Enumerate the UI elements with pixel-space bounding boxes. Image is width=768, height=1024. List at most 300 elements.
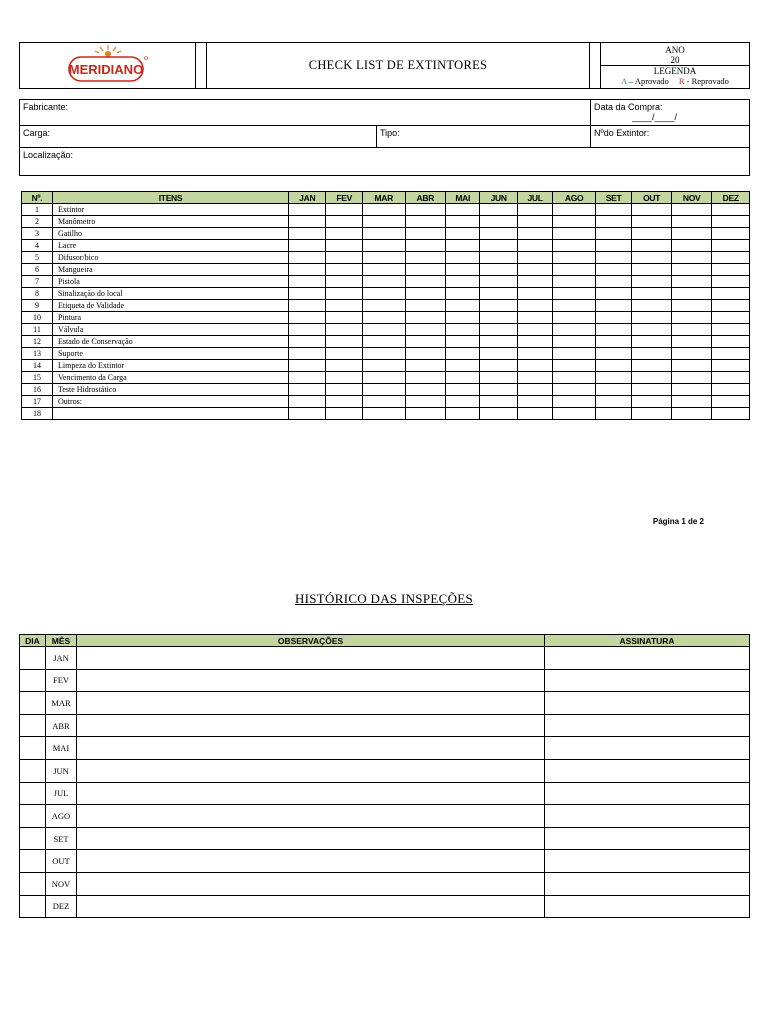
- check-cell-dez[interactable]: [712, 336, 750, 348]
- check-cell-mar[interactable]: [362, 336, 405, 348]
- row-number: 4: [22, 240, 53, 252]
- check-cell-ago[interactable]: [553, 264, 596, 276]
- check-cell-out[interactable]: [632, 264, 672, 276]
- check-cell-abr[interactable]: [405, 408, 446, 420]
- check-cell-mar[interactable]: [362, 360, 405, 372]
- check-cell-abr[interactable]: [405, 216, 446, 228]
- check-cell-mai[interactable]: [446, 288, 480, 300]
- check-cell-mai[interactable]: [446, 360, 480, 372]
- check-cell-ago[interactable]: [553, 312, 596, 324]
- check-cell-out[interactable]: [632, 312, 672, 324]
- check-cell-fev[interactable]: [326, 384, 362, 396]
- check-cell-jan[interactable]: [289, 312, 326, 324]
- mes-cell: MAR: [46, 692, 77, 715]
- check-cell-ago[interactable]: [553, 348, 596, 360]
- check-cell-jul[interactable]: [517, 252, 552, 264]
- check-cell-abr[interactable]: [405, 288, 446, 300]
- check-cell-nov[interactable]: [671, 312, 712, 324]
- check-cell-fev[interactable]: [326, 288, 362, 300]
- check-cell-jun[interactable]: [480, 276, 517, 288]
- check-cell-ago[interactable]: [553, 204, 596, 216]
- assinatura-cell[interactable]: [545, 669, 750, 692]
- check-cell-abr[interactable]: [405, 396, 446, 408]
- col-month-set: SET: [595, 192, 631, 204]
- check-cell-mai[interactable]: [446, 408, 480, 420]
- check-cell-dez[interactable]: [712, 384, 750, 396]
- check-cell-nov[interactable]: [671, 264, 712, 276]
- check-cell-jan[interactable]: [289, 324, 326, 336]
- check-cell-jun[interactable]: [480, 204, 517, 216]
- check-cell-dez[interactable]: [712, 396, 750, 408]
- checklist-row: [22, 240, 750, 252]
- dia-cell[interactable]: [20, 827, 46, 850]
- check-cell-jun[interactable]: [480, 384, 517, 396]
- assinatura-cell[interactable]: [545, 692, 750, 715]
- check-cell-fev[interactable]: [326, 324, 362, 336]
- check-cell-dez[interactable]: [712, 348, 750, 360]
- check-cell-mai[interactable]: [446, 372, 480, 384]
- row-number: 15: [22, 372, 53, 384]
- check-cell-ago[interactable]: [553, 372, 596, 384]
- check-cell-jan[interactable]: [289, 264, 326, 276]
- check-cell-mai[interactable]: [446, 252, 480, 264]
- observacoes-cell[interactable]: [77, 782, 545, 805]
- check-cell-nov[interactable]: [671, 324, 712, 336]
- observacoes-cell[interactable]: [77, 805, 545, 828]
- check-cell-fev[interactable]: [326, 360, 362, 372]
- check-cell-nov[interactable]: [671, 300, 712, 312]
- check-cell-mai[interactable]: [446, 276, 480, 288]
- dia-cell[interactable]: [20, 782, 46, 805]
- check-cell-nov[interactable]: [671, 204, 712, 216]
- check-cell-nov[interactable]: [671, 252, 712, 264]
- check-cell-set[interactable]: [595, 300, 631, 312]
- check-cell-nov[interactable]: [671, 408, 712, 420]
- check-cell-mai[interactable]: [446, 264, 480, 276]
- check-cell-mar[interactable]: [362, 204, 405, 216]
- check-cell-mar[interactable]: [362, 288, 405, 300]
- check-cell-dez[interactable]: [712, 360, 750, 372]
- check-cell-jun[interactable]: [480, 336, 517, 348]
- check-cell-fev[interactable]: [326, 216, 362, 228]
- check-cell-jul[interactable]: [517, 396, 552, 408]
- checklist-row: [22, 396, 750, 408]
- checklist-row: [22, 264, 750, 276]
- check-cell-mar[interactable]: [362, 300, 405, 312]
- check-cell-mar[interactable]: [362, 216, 405, 228]
- check-cell-jul[interactable]: [517, 360, 552, 372]
- check-cell-jul[interactable]: [517, 336, 552, 348]
- check-cell-ago[interactable]: [553, 228, 596, 240]
- check-cell-mar[interactable]: [362, 324, 405, 336]
- dia-cell[interactable]: [20, 714, 46, 737]
- dia-cell[interactable]: [20, 805, 46, 828]
- check-cell-dez[interactable]: [712, 228, 750, 240]
- check-cell-mar[interactable]: [362, 372, 405, 384]
- check-cell-nov[interactable]: [671, 276, 712, 288]
- check-cell-mar[interactable]: [362, 228, 405, 240]
- check-cell-dez[interactable]: [712, 288, 750, 300]
- row-number: 11: [22, 324, 53, 336]
- check-cell-set[interactable]: [595, 252, 631, 264]
- check-cell-jun[interactable]: [480, 228, 517, 240]
- check-cell-jun[interactable]: [480, 252, 517, 264]
- assinatura-cell[interactable]: [545, 895, 750, 918]
- check-cell-fev[interactable]: [326, 264, 362, 276]
- check-cell-jun[interactable]: [480, 288, 517, 300]
- check-cell-out[interactable]: [632, 288, 672, 300]
- check-cell-ago[interactable]: [553, 336, 596, 348]
- check-cell-abr[interactable]: [405, 240, 446, 252]
- check-cell-jan[interactable]: [289, 240, 326, 252]
- check-cell-jun[interactable]: [480, 324, 517, 336]
- check-cell-abr[interactable]: [405, 228, 446, 240]
- check-cell-set[interactable]: [595, 384, 631, 396]
- ano-legend-block: [601, 43, 750, 89]
- check-cell-abr[interactable]: [405, 300, 446, 312]
- col-assinatura: ASSINATURA: [545, 635, 750, 647]
- check-cell-out[interactable]: [632, 324, 672, 336]
- check-cell-dez[interactable]: [712, 252, 750, 264]
- tipo-label: Tipo:: [380, 128, 400, 138]
- check-cell-mai[interactable]: [446, 384, 480, 396]
- localizacao-field[interactable]: [20, 148, 750, 176]
- row-item: Manômetro: [53, 216, 289, 228]
- mes-cell: NOV: [46, 872, 77, 895]
- check-cell-dez[interactable]: [712, 408, 750, 420]
- check-cell-jan[interactable]: [289, 300, 326, 312]
- check-cell-nov[interactable]: [671, 216, 712, 228]
- dia-cell[interactable]: [20, 895, 46, 918]
- check-cell-jan[interactable]: [289, 288, 326, 300]
- check-cell-set[interactable]: [595, 372, 631, 384]
- check-cell-jun[interactable]: [480, 216, 517, 228]
- row-item: Válvula: [53, 324, 289, 336]
- check-cell-mai[interactable]: [446, 396, 480, 408]
- check-cell-out[interactable]: [632, 276, 672, 288]
- check-cell-out[interactable]: [632, 408, 672, 420]
- check-cell-abr[interactable]: [405, 312, 446, 324]
- check-cell-fev[interactable]: [326, 312, 362, 324]
- historico-row: [20, 850, 750, 873]
- fabricante-field[interactable]: [20, 100, 591, 126]
- check-cell-jul[interactable]: [517, 348, 552, 360]
- check-cell-dez[interactable]: [712, 264, 750, 276]
- row-item: Pistola: [53, 276, 289, 288]
- observacoes-cell[interactable]: [77, 895, 545, 918]
- check-cell-dez[interactable]: [712, 312, 750, 324]
- check-cell-jan[interactable]: [289, 408, 326, 420]
- check-cell-dez[interactable]: [712, 300, 750, 312]
- n-extintor-field[interactable]: [591, 126, 750, 148]
- dia-cell[interactable]: [20, 647, 46, 670]
- check-cell-ago[interactable]: [553, 288, 596, 300]
- col-month-dez: DEZ: [712, 192, 750, 204]
- check-cell-jan[interactable]: [289, 216, 326, 228]
- check-cell-ago[interactable]: [553, 384, 596, 396]
- check-cell-jan[interactable]: [289, 228, 326, 240]
- check-cell-mai[interactable]: [446, 312, 480, 324]
- check-cell-jan[interactable]: [289, 372, 326, 384]
- data-compra-field[interactable]: [591, 100, 750, 126]
- check-cell-jul[interactable]: [517, 408, 552, 420]
- check-cell-jan[interactable]: [289, 396, 326, 408]
- check-cell-jul[interactable]: [517, 300, 552, 312]
- check-cell-mar[interactable]: [362, 312, 405, 324]
- check-cell-jul[interactable]: [517, 324, 552, 336]
- check-cell-jan[interactable]: [289, 360, 326, 372]
- check-cell-dez[interactable]: [712, 324, 750, 336]
- check-cell-jan[interactable]: [289, 204, 326, 216]
- historico-row: [20, 782, 750, 805]
- assinatura-cell[interactable]: [545, 782, 750, 805]
- check-cell-nov[interactable]: [671, 240, 712, 252]
- check-cell-jul[interactable]: [517, 228, 552, 240]
- check-cell-mar[interactable]: [362, 348, 405, 360]
- dia-cell[interactable]: [20, 872, 46, 895]
- check-cell-abr[interactable]: [405, 264, 446, 276]
- check-cell-abr[interactable]: [405, 372, 446, 384]
- col-month-nov: NOV: [671, 192, 712, 204]
- checklist-row: [22, 312, 750, 324]
- check-cell-jan[interactable]: [289, 348, 326, 360]
- check-cell-nov[interactable]: [671, 384, 712, 396]
- check-cell-fev[interactable]: [326, 348, 362, 360]
- check-cell-set[interactable]: [595, 336, 631, 348]
- row-number: 5: [22, 252, 53, 264]
- check-cell-jun[interactable]: [480, 312, 517, 324]
- check-cell-set[interactable]: [595, 240, 631, 252]
- check-cell-mai[interactable]: [446, 336, 480, 348]
- check-cell-ago[interactable]: [553, 276, 596, 288]
- check-cell-out[interactable]: [632, 372, 672, 384]
- check-cell-mar[interactable]: [362, 384, 405, 396]
- check-cell-ago[interactable]: [553, 300, 596, 312]
- check-cell-mar[interactable]: [362, 240, 405, 252]
- assinatura-cell[interactable]: [545, 850, 750, 873]
- check-cell-out[interactable]: [632, 348, 672, 360]
- check-cell-ago[interactable]: [553, 252, 596, 264]
- check-cell-jul[interactable]: [517, 216, 552, 228]
- assinatura-cell[interactable]: [545, 805, 750, 828]
- check-cell-out[interactable]: [632, 228, 672, 240]
- check-cell-set[interactable]: [595, 276, 631, 288]
- assinatura-cell[interactable]: [545, 647, 750, 670]
- dia-cell[interactable]: [20, 692, 46, 715]
- check-cell-nov[interactable]: [671, 336, 712, 348]
- check-cell-jul[interactable]: [517, 204, 552, 216]
- observacoes-cell[interactable]: [77, 647, 545, 670]
- check-cell-set[interactable]: [595, 228, 631, 240]
- check-cell-mai[interactable]: [446, 240, 480, 252]
- check-cell-set[interactable]: [595, 288, 631, 300]
- check-cell-out[interactable]: [632, 204, 672, 216]
- check-cell-mai[interactable]: [446, 324, 480, 336]
- check-cell-ago[interactable]: [553, 360, 596, 372]
- mes-cell: AGO: [46, 805, 77, 828]
- check-cell-jul[interactable]: [517, 264, 552, 276]
- check-cell-set[interactable]: [595, 396, 631, 408]
- check-cell-ago[interactable]: [553, 324, 596, 336]
- check-cell-nov[interactable]: [671, 372, 712, 384]
- check-cell-out[interactable]: [632, 396, 672, 408]
- check-cell-out[interactable]: [632, 240, 672, 252]
- check-cell-fev[interactable]: [326, 300, 362, 312]
- observacoes-cell[interactable]: [77, 669, 545, 692]
- row-item: Vencimento da Carga: [53, 372, 289, 384]
- dia-cell[interactable]: [20, 737, 46, 760]
- check-cell-mar[interactable]: [362, 396, 405, 408]
- check-cell-mai[interactable]: [446, 216, 480, 228]
- check-cell-dez[interactable]: [712, 240, 750, 252]
- check-cell-jul[interactable]: [517, 372, 552, 384]
- checklist-row: [22, 228, 750, 240]
- check-cell-mai[interactable]: [446, 228, 480, 240]
- observacoes-cell[interactable]: [77, 827, 545, 850]
- dia-cell[interactable]: [20, 669, 46, 692]
- check-cell-set[interactable]: [595, 216, 631, 228]
- assinatura-cell[interactable]: [545, 714, 750, 737]
- assinatura-cell[interactable]: [545, 872, 750, 895]
- row-number: 12: [22, 336, 53, 348]
- check-cell-fev[interactable]: [326, 240, 362, 252]
- check-cell-mar[interactable]: [362, 264, 405, 276]
- assinatura-cell[interactable]: [545, 737, 750, 760]
- header-table: [19, 42, 750, 89]
- check-cell-nov[interactable]: [671, 348, 712, 360]
- dia-cell[interactable]: [20, 850, 46, 873]
- observacoes-cell[interactable]: [77, 692, 545, 715]
- check-cell-fev[interactable]: [326, 204, 362, 216]
- check-cell-out[interactable]: [632, 336, 672, 348]
- check-cell-ago[interactable]: [553, 240, 596, 252]
- check-cell-jul[interactable]: [517, 288, 552, 300]
- assinatura-cell[interactable]: [545, 759, 750, 782]
- carga-label: Carga:: [23, 128, 51, 138]
- check-cell-jul[interactable]: [517, 384, 552, 396]
- check-cell-fev[interactable]: [326, 228, 362, 240]
- check-cell-jun[interactable]: [480, 264, 517, 276]
- check-cell-fev[interactable]: [326, 252, 362, 264]
- check-cell-jun[interactable]: [480, 372, 517, 384]
- check-cell-fev[interactable]: [326, 408, 362, 420]
- check-cell-set[interactable]: [595, 264, 631, 276]
- historico-row: [20, 759, 750, 782]
- check-cell-set[interactable]: [595, 312, 631, 324]
- check-cell-jun[interactable]: [480, 240, 517, 252]
- check-cell-jan[interactable]: [289, 384, 326, 396]
- check-cell-ago[interactable]: [553, 408, 596, 420]
- row-number: 16: [22, 384, 53, 396]
- legend-a-text: – Aprovado: [626, 76, 669, 86]
- check-cell-abr[interactable]: [405, 360, 446, 372]
- logo-text: MERIDIANO: [68, 62, 143, 77]
- mes-cell: FEV: [46, 669, 77, 692]
- check-cell-nov[interactable]: [671, 228, 712, 240]
- observacoes-cell[interactable]: [77, 850, 545, 873]
- check-cell-abr[interactable]: [405, 276, 446, 288]
- check-cell-abr[interactable]: [405, 348, 446, 360]
- check-cell-jun[interactable]: [480, 300, 517, 312]
- check-cell-jan[interactable]: [289, 252, 326, 264]
- check-cell-out[interactable]: [632, 300, 672, 312]
- check-cell-jun[interactable]: [480, 348, 517, 360]
- check-cell-abr[interactable]: [405, 252, 446, 264]
- historico-row: [20, 895, 750, 918]
- col-mes: MÊS: [46, 635, 77, 647]
- check-cell-mar[interactable]: [362, 276, 405, 288]
- check-cell-dez[interactable]: [712, 276, 750, 288]
- observacoes-cell[interactable]: [77, 872, 545, 895]
- observacoes-cell[interactable]: [77, 759, 545, 782]
- ano-value: 20: [670, 55, 680, 65]
- historico-row: [20, 737, 750, 760]
- check-cell-dez[interactable]: [712, 372, 750, 384]
- check-cell-mai[interactable]: [446, 348, 480, 360]
- check-cell-nov[interactable]: [671, 288, 712, 300]
- check-cell-mai[interactable]: [446, 300, 480, 312]
- dia-cell[interactable]: [20, 759, 46, 782]
- check-cell-mar[interactable]: [362, 408, 405, 420]
- observacoes-cell[interactable]: [77, 714, 545, 737]
- check-cell-fev[interactable]: [326, 336, 362, 348]
- check-cell-jun[interactable]: [480, 408, 517, 420]
- check-cell-jan[interactable]: [289, 276, 326, 288]
- check-cell-abr[interactable]: [405, 336, 446, 348]
- check-cell-dez[interactable]: [712, 216, 750, 228]
- page-number: Página 1 de 2: [652, 517, 704, 526]
- check-cell-jul[interactable]: [517, 276, 552, 288]
- check-cell-set[interactable]: [595, 204, 631, 216]
- historico-row: [20, 669, 750, 692]
- check-cell-set[interactable]: [595, 408, 631, 420]
- row-item: Pintura: [53, 312, 289, 324]
- check-cell-set[interactable]: [595, 348, 631, 360]
- check-cell-jun[interactable]: [480, 360, 517, 372]
- check-cell-dez[interactable]: [712, 204, 750, 216]
- legend: [601, 76, 749, 86]
- check-cell-jul[interactable]: [517, 240, 552, 252]
- check-cell-fev[interactable]: [326, 396, 362, 408]
- check-cell-out[interactable]: [632, 252, 672, 264]
- check-cell-abr[interactable]: [405, 324, 446, 336]
- observacoes-cell[interactable]: [77, 737, 545, 760]
- check-cell-out[interactable]: [632, 384, 672, 396]
- check-cell-fev[interactable]: [326, 276, 362, 288]
- assinatura-cell[interactable]: [545, 827, 750, 850]
- check-cell-abr[interactable]: [405, 384, 446, 396]
- check-cell-jun[interactable]: [480, 396, 517, 408]
- check-cell-ago[interactable]: [553, 216, 596, 228]
- check-cell-fev[interactable]: [326, 372, 362, 384]
- check-cell-abr[interactable]: [405, 204, 446, 216]
- check-cell-set[interactable]: [595, 324, 631, 336]
- check-cell-nov[interactable]: [671, 396, 712, 408]
- row-item: Difusor/bico: [53, 252, 289, 264]
- check-cell-jul[interactable]: [517, 312, 552, 324]
- col-month-jun: JUN: [480, 192, 517, 204]
- carga-field[interactable]: [20, 126, 377, 148]
- check-cell-out[interactable]: [632, 360, 672, 372]
- tipo-field[interactable]: [377, 126, 591, 148]
- check-cell-mar[interactable]: [362, 252, 405, 264]
- check-cell-mai[interactable]: [446, 204, 480, 216]
- check-cell-ago[interactable]: [553, 396, 596, 408]
- check-cell-out[interactable]: [632, 216, 672, 228]
- check-cell-set[interactable]: [595, 360, 631, 372]
- check-cell-nov[interactable]: [671, 360, 712, 372]
- check-cell-jan[interactable]: [289, 336, 326, 348]
